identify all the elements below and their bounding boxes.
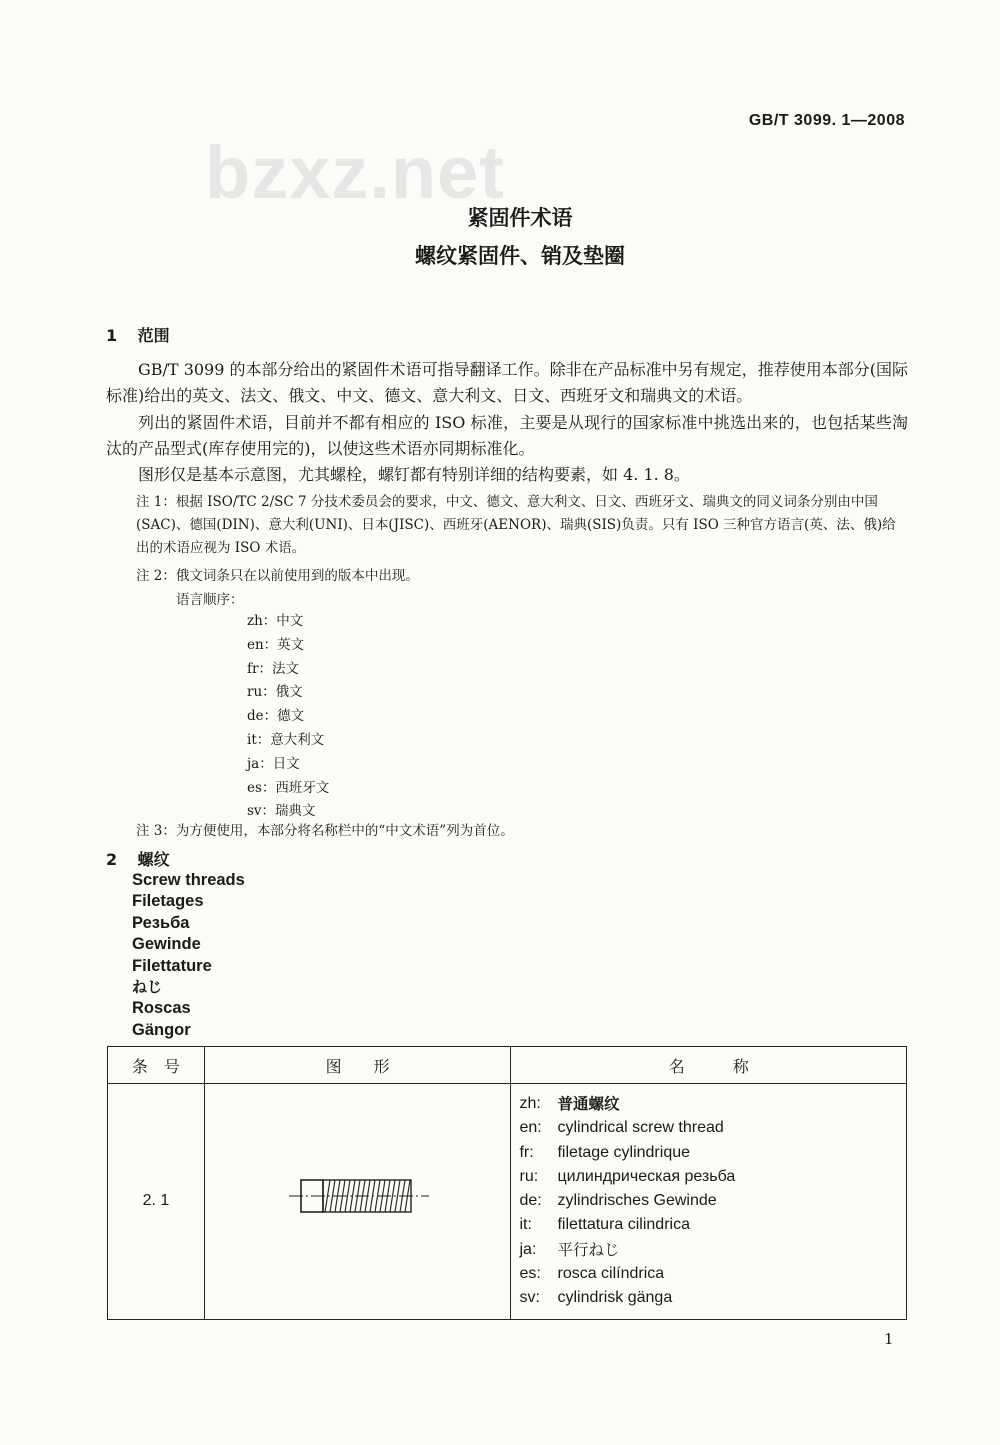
- language-order-item: ru：俄文: [247, 684, 303, 701]
- section-1-heading: [106, 323, 170, 346]
- language-code: fr:: [519, 1143, 534, 1161]
- note-2-text: 俄文词条只在以前使用到的版本中出现。: [175, 568, 419, 584]
- paragraph-2: 列出的紧固件术语，目前并不都有相应的 ISO 标准，主要是从现行的国家标准中挑选出来的，也包括某些淘汰的产品型式(库存使用完的)，以使这些术语亦同期标准化。: [106, 413, 908, 458]
- section-2-terms: [132, 870, 245, 1041]
- header-name: 名 称: [511, 1047, 907, 1084]
- term-it: filettatura cilindrica: [557, 1216, 690, 1234]
- language-order-title: 语言顺序：: [176, 592, 244, 608]
- watermark: bzxz.net: [205, 131, 505, 214]
- name-row-zh: [519, 1092, 906, 1116]
- language-code: es:: [519, 1265, 541, 1283]
- term-ru: цилиндрическая резьба: [557, 1167, 736, 1185]
- language-order-item: ja：日文: [247, 755, 300, 772]
- figure-cell: [204, 1084, 511, 1320]
- term-sv: cylindrisk gänga: [557, 1289, 673, 1307]
- note-2: [136, 565, 908, 588]
- term-ru: Резьба: [132, 913, 190, 932]
- section-1-title: 范围: [137, 326, 170, 345]
- name-row-ru: [519, 1165, 906, 1189]
- name-row-it: [519, 1213, 906, 1237]
- language-code: sv:: [519, 1289, 540, 1307]
- language-order-item: es：西班牙文: [247, 779, 330, 796]
- page-number: 1: [884, 1330, 894, 1348]
- document-subtitle: 螺纹紧固件、销及垫圈: [415, 244, 625, 268]
- language-code: it:: [519, 1216, 532, 1234]
- language-code: de:: [519, 1192, 542, 1210]
- language-order-item: fr：法文: [247, 660, 299, 677]
- table-header-row: [108, 1047, 907, 1084]
- term-de: Gewinde: [132, 935, 201, 954]
- term-fr: Filetages: [132, 892, 204, 911]
- language-code: ja:: [519, 1240, 537, 1258]
- language-order-item: de：德文: [247, 708, 305, 725]
- term-sv: Gängor: [132, 1020, 191, 1039]
- term-ja: 平行ねじ: [557, 1240, 620, 1259]
- name-row-fr: [519, 1141, 906, 1165]
- note-3-text: 为方便使用，本部分将名称栏中的“中文术语”列为首位。: [175, 823, 514, 839]
- name-row-en: [519, 1116, 906, 1140]
- note-3: [136, 820, 908, 843]
- term-de: zylindrisches Gewinde: [557, 1192, 717, 1210]
- name-row-ja: [519, 1238, 906, 1262]
- term-es: rosca cilíndrica: [557, 1265, 665, 1283]
- section-2-title: 螺纹: [137, 850, 170, 869]
- term-en: Screw threads: [132, 871, 245, 889]
- note-1-label: 注 1：: [136, 494, 176, 510]
- paragraph-1: GB/T 3099 的本部分给出的紧固件术语可指导翻译工作。除非在产品标准中另有规定，推荐使用本部分(国际标准)给出的英文、法文、俄文、中文、德文、意大利文、日文、西班牙文和瑞典文的术语。: [106, 360, 908, 405]
- name-row-de: [519, 1189, 906, 1213]
- clause-number: 2. 1: [108, 1084, 205, 1320]
- paragraph-3: 图形仅是基本示意图，尤其螺栓，螺钉都有特别详细的结构要素，如 4. 1. 8。: [138, 465, 690, 484]
- name-row-es: [519, 1262, 906, 1286]
- note-1-text: 根据 ISO/TC 2/SC 7 分技术委员会的要求，中文、德文、意大利文、日文、西班牙文、瑞典文的同义词条分别由中国(SAC)、德国(DIN)、意大利(UNI)、日本(JISC)、西班牙(AENOR)、瑞典(SIS)负责。只有 ISO 三种官方语言(英、法、俄)给出的术语应视为 ISO 术语。: [136, 494, 896, 556]
- name-row-sv: [519, 1286, 906, 1310]
- note-3-label: 注 3：: [136, 823, 176, 839]
- term-table: [107, 1046, 907, 1320]
- term-zh: 普通螺纹: [557, 1095, 620, 1113]
- document-title: 紧固件术语: [467, 206, 573, 230]
- section-2-heading: [106, 847, 170, 870]
- header-figure: 图 形: [204, 1047, 511, 1084]
- note-1: [136, 491, 908, 560]
- language-order-item: it：意大利文: [247, 731, 325, 748]
- language-order-item: sv：瑞典文: [247, 803, 316, 820]
- table-row: [108, 1084, 907, 1320]
- language-code: ru:: [519, 1167, 539, 1185]
- term-en: cylindrical screw thread: [557, 1119, 724, 1137]
- note-2-label: 注 2：: [136, 568, 176, 584]
- term-fr: filetage cylindrique: [557, 1143, 691, 1161]
- header-clause-number: 条 号: [108, 1047, 205, 1084]
- section-2-number: 2: [106, 850, 118, 869]
- cylindrical-screw-thread-figure: [283, 1169, 433, 1229]
- names-cell: [511, 1084, 907, 1320]
- language-code: zh:: [519, 1095, 541, 1112]
- language-code: en:: [519, 1119, 542, 1137]
- term-es: Roscas: [132, 999, 191, 1018]
- language-order-item: zh：中文: [247, 613, 304, 629]
- language-order-list: [247, 610, 329, 824]
- language-order-item: en：英文: [247, 636, 305, 653]
- term-it: Filettature: [132, 956, 212, 975]
- standard-number: GB/T 3099. 1—2008: [748, 112, 905, 129]
- term-ja: ねじ: [132, 977, 163, 996]
- section-1-number: 1: [106, 326, 118, 345]
